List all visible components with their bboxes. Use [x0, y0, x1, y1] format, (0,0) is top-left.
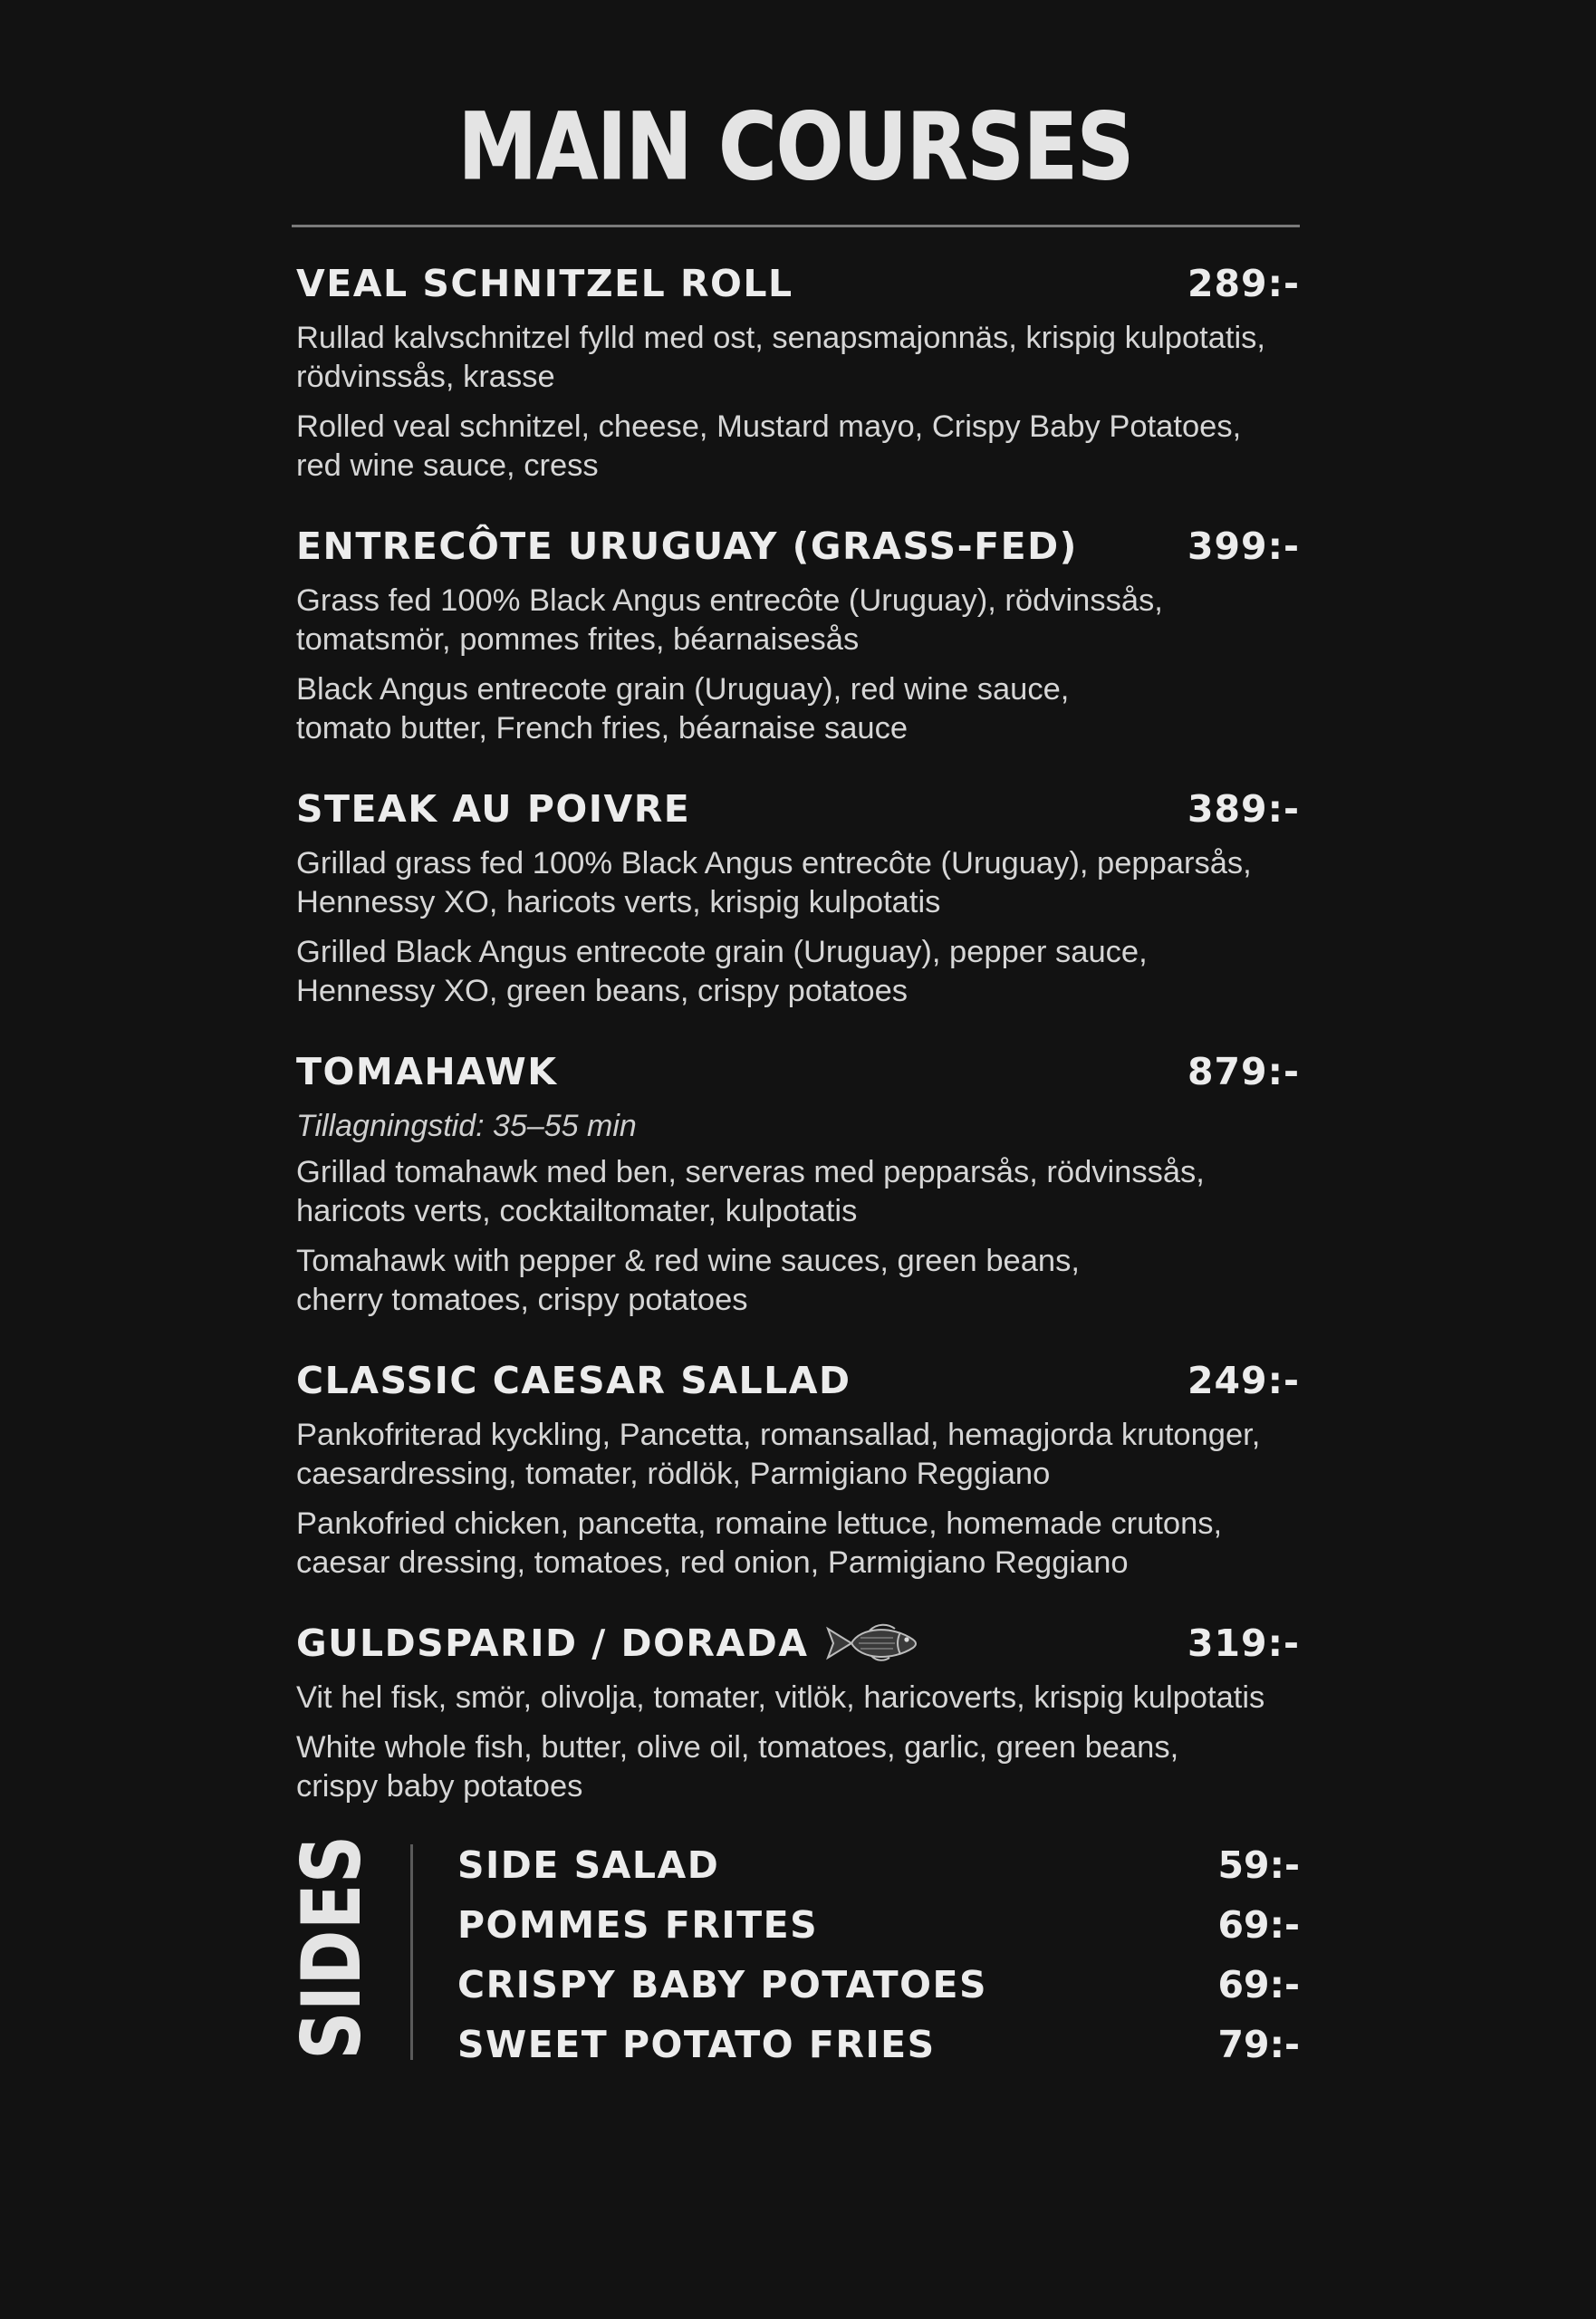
dish-header [296, 255, 1300, 312]
page-title: MAIN COURSES [457, 93, 1134, 201]
side-item [457, 1895, 1300, 1955]
dish-name: CLASSIC CAESAR SALLAD [296, 1359, 851, 1402]
dish-description-english: White whole fish, butter, olive oil, tomatoes, garlic, green beans, crispy baby potatoes [296, 1730, 1179, 1804]
dish-description-english: Black Angus entrecote grain (Uruguay), red wine sauce, tomato butter, French fries, béarnaise sauce [296, 672, 1070, 746]
side-name: SWEET POTATO FRIES [457, 2023, 936, 2066]
dish-item [296, 781, 1300, 1011]
dish-item [296, 518, 1300, 748]
side-item [457, 1835, 1300, 1895]
dish-name: TOMAHAWK [296, 1050, 558, 1093]
side-name: CRISPY BABY POTATOES [457, 1963, 988, 2006]
dish-item [296, 1352, 1300, 1583]
fish-icon [824, 1620, 924, 1667]
sides-heading-text: SIDES [284, 1833, 379, 2060]
dish-description-swedish: Grass fed 100% Black Angus entrecôte (Uruguay), rödvinssås, tomatsmör, pommes frites, béarnaisesås [296, 583, 1163, 657]
dish-description-english: Pankofried chicken, pancetta, romaine lettuce, homemade crutons, caesar dressing, tomatoes, red onion, Parmigiano Reggiano [296, 1506, 1223, 1580]
dish-description-swedish: Pankofriterad kyckling, Pancetta, romansallad, hemagjorda krutonger, caesardressing, tomater, rödlök, Parmigiano Reggiano [296, 1418, 1261, 1491]
side-price: 69:- [1217, 1903, 1300, 1947]
sides-list [457, 1835, 1300, 2074]
title-divider [292, 225, 1300, 227]
side-name: POMMES FRITES [457, 1903, 819, 1947]
dish-description-swedish: Rullad kalvschnitzel fylld med ost, senapsmajonnäs, krispig kulpotatis, rödvinssås, krasse [296, 321, 1266, 394]
dish-price: 319:- [1187, 1621, 1300, 1665]
dish-item [296, 255, 1300, 486]
dish-description-english: Rolled veal schnitzel, cheese, Mustard mayo, Crispy Baby Potatoes, red wine sauce, cress [296, 409, 1242, 483]
dish-list [296, 255, 1300, 1839]
side-price: 59:- [1217, 1843, 1300, 1887]
side-price: 69:- [1217, 1963, 1300, 2006]
sides-section [284, 1833, 1300, 2066]
dish-name: ENTRECÔTE URUGUAY (GRASS-FED) [296, 524, 1078, 568]
dish-header [296, 1352, 1300, 1409]
dish-header [296, 781, 1300, 837]
side-name: SIDE SALAD [457, 1843, 720, 1887]
dish-description-english: Grilled Black Angus entrecote grain (Uruguay), pepper sauce, Hennessy XO, green beans, crispy potatoes [296, 935, 1148, 1008]
dish-price: 399:- [1187, 524, 1300, 568]
side-item [457, 2015, 1300, 2074]
dish-price: 879:- [1187, 1050, 1300, 1093]
dish-header [296, 1044, 1300, 1100]
dish-description-swedish: Grillad tomahawk med ben, serveras med pepparsås, rödvinssås, haricots verts, cocktailtomater, kulpotatis [296, 1155, 1205, 1228]
dish-description-english: Tomahawk with pepper & red wine sauces, green beans, cherry tomatoes, crispy potatoes [296, 1244, 1080, 1317]
cooking-time-note: Tillagningstid: 35–55 min [296, 1109, 637, 1143]
dish-name: VEAL SCHNITZEL ROLL [296, 262, 793, 305]
dish-description-swedish: Vit hel fisk, smör, olivolja, tomater, vitlök, haricoverts, krispig kulpotatis [296, 1680, 1265, 1715]
dish-name-wrapper [296, 1620, 924, 1667]
sides-heading [284, 1833, 379, 2060]
dish-price: 389:- [1187, 787, 1300, 831]
side-price: 79:- [1217, 2023, 1300, 2066]
dish-name: GULDSPARID / DORADA [296, 1621, 809, 1665]
side-item [457, 1955, 1300, 2015]
dish-price: 249:- [1187, 1359, 1300, 1402]
dish-description-swedish: Grillad grass fed 100% Black Angus entrecôte (Uruguay), pepparsås, Hennessy XO, haricots verts, krispig kulpotatis [296, 846, 1252, 919]
dish-header [296, 518, 1300, 574]
dish-name: STEAK AU POIVRE [296, 787, 691, 831]
sides-divider [410, 1844, 413, 2060]
dish-price: 289:- [1187, 262, 1300, 305]
dish-header [296, 1615, 1300, 1671]
dish-item [296, 1044, 1300, 1320]
dish-item [296, 1615, 1300, 1806]
